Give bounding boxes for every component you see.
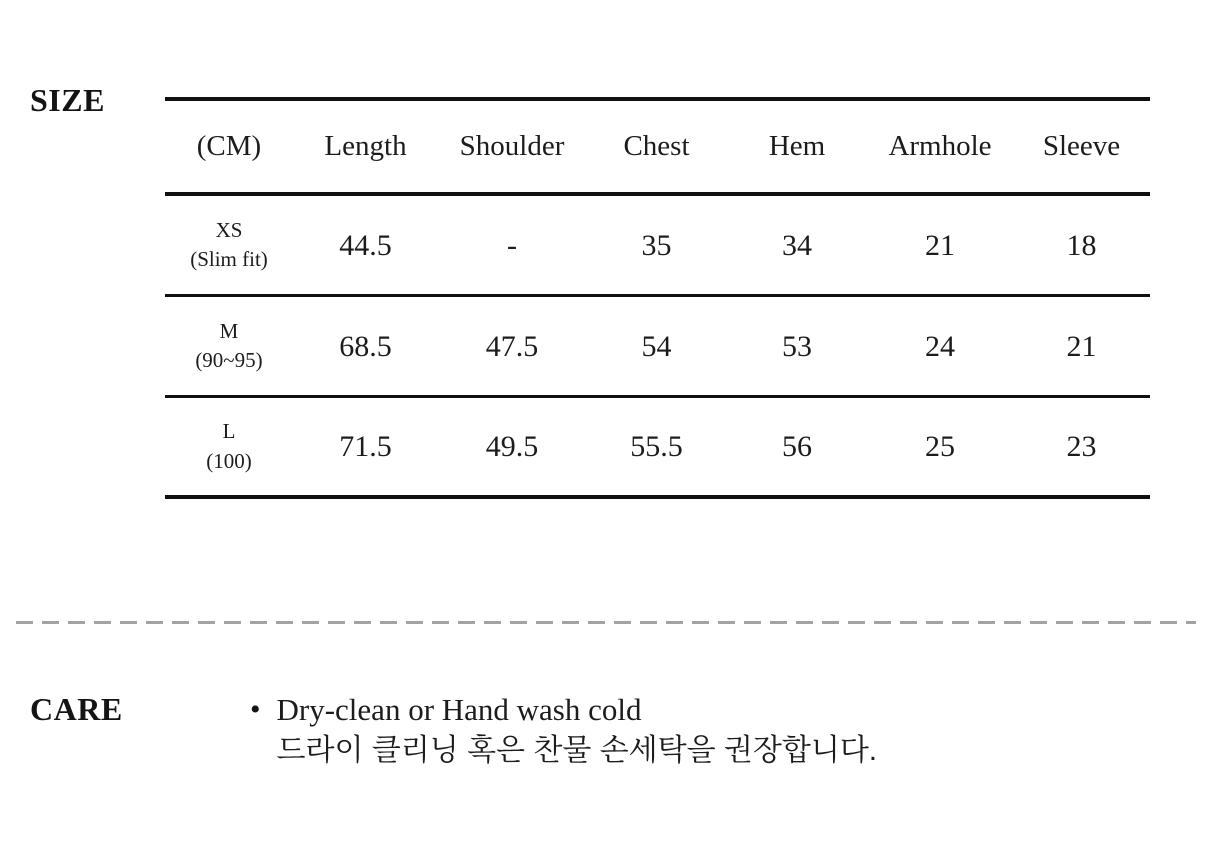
size-label: L (222, 419, 236, 444)
size-cell-l (165, 417, 293, 476)
value-armhole: 21 (925, 228, 955, 262)
header-armhole: Armhole (888, 129, 992, 162)
size-label: XS (215, 217, 243, 242)
value-length: 68.5 (339, 329, 392, 363)
value-sleeve: 21 (1066, 329, 1097, 363)
value-armhole: 24 (925, 329, 955, 363)
size-sublabel: (100) (206, 448, 252, 473)
header-length: Length (324, 129, 407, 162)
care-instruction-en: Dry-clean or Hand wash cold (276, 692, 642, 727)
value-chest: 54 (641, 329, 672, 363)
value-sleeve: 23 (1066, 430, 1097, 463)
care-instruction-ko: 드라이 클리닝 혹은 찬물 손세탁을 권장합니다. (276, 734, 878, 767)
value-shoulder: 49.5 (485, 430, 539, 463)
value-chest: 55.5 (630, 430, 683, 463)
value-hem: 34 (782, 228, 812, 262)
value-chest: 35 (641, 228, 672, 262)
size-cell-xs (165, 216, 293, 275)
value-hem: 53 (782, 329, 812, 363)
size-section-title: SIZE (30, 82, 105, 118)
value-length: 44.5 (339, 228, 392, 262)
header-unit: (CM) (196, 129, 262, 162)
care-section-title: CARE (30, 691, 123, 727)
value-hem: 56 (782, 430, 812, 463)
size-table-row-l (165, 398, 1150, 499)
value-length: 71.5 (339, 430, 392, 463)
value-armhole: 25 (925, 430, 955, 463)
value-sleeve: 18 (1066, 228, 1097, 262)
size-sublabel: (Slim fit) (190, 247, 268, 271)
size-sublabel: (90~95) (195, 348, 263, 372)
header-sleeve: Sleeve (1042, 129, 1121, 162)
dashed-divider (16, 621, 1196, 624)
size-table-header-row (165, 101, 1150, 196)
value-shoulder: 47.5 (485, 329, 539, 363)
header-chest: Chest (623, 129, 690, 162)
header-hem: Hem (768, 129, 826, 162)
bullet-icon: • (250, 693, 261, 726)
header-shoulder: Shoulder (459, 129, 565, 162)
size-cell-m (165, 317, 293, 376)
size-label: M (219, 318, 239, 343)
size-table-row-xs (165, 196, 1150, 297)
size-table-row-m (165, 297, 1150, 398)
value-shoulder: - (507, 228, 517, 262)
care-instruction-item (277, 690, 878, 771)
care-instructions (250, 690, 877, 771)
size-table (165, 97, 1150, 499)
